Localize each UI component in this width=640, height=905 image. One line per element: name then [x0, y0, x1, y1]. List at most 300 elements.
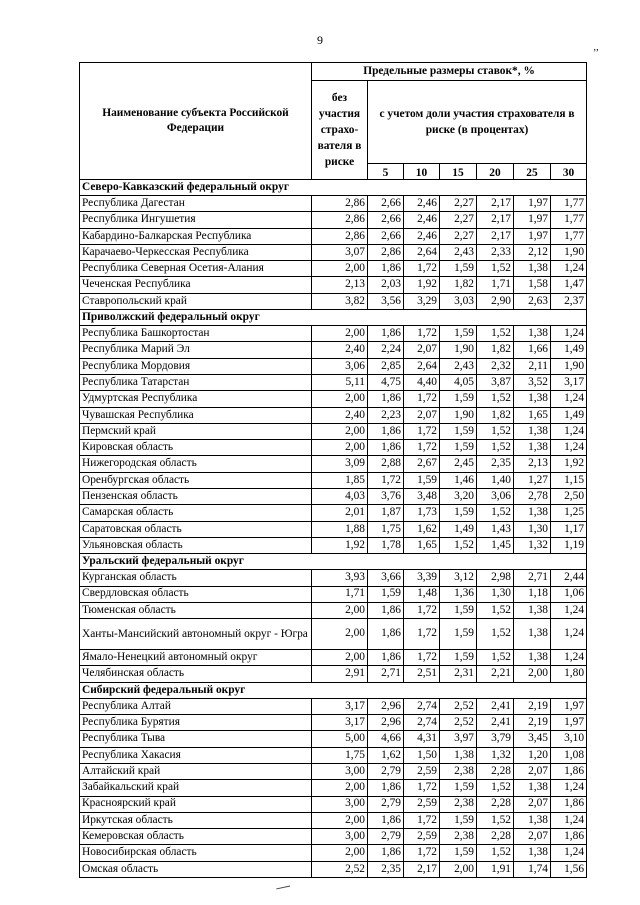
rate-share-cell: 1,38	[514, 845, 551, 861]
rate-share-cell: 1,72	[404, 602, 440, 618]
rate-share-cell: 2,45	[440, 456, 477, 472]
region-name: Самарская область	[80, 505, 312, 521]
rate-share-cell: 2,17	[404, 861, 440, 877]
table-row	[80, 277, 587, 293]
rate-share-cell: 2,44	[551, 570, 587, 586]
rate-share-cell: 1,72	[404, 423, 440, 439]
rate-share-cell: 1,59	[440, 845, 477, 861]
rate-share-cell: 1,24	[551, 440, 587, 456]
with-share-header: с учетом доли участия страхователя в риске (в процентах)	[368, 81, 587, 164]
table-row	[80, 570, 587, 586]
rate-share-cell: 1,86	[368, 602, 404, 618]
region-name: Забайкальский край	[80, 780, 312, 796]
rate-share-cell: 1,72	[404, 261, 440, 277]
rate-share-cell: 1,72	[404, 440, 440, 456]
rate-share-cell: 1,59	[440, 391, 477, 407]
rate-share-cell: 2,64	[404, 244, 440, 260]
region-name: Республика Хакасия	[80, 747, 312, 763]
rate-share-cell: 1,71	[477, 277, 514, 293]
rate-share-cell: 1,24	[551, 602, 587, 618]
rate-share-cell: 1,86	[368, 440, 404, 456]
rate-share-cell: 2,28	[477, 796, 514, 812]
rate-share-cell: 3,66	[368, 570, 404, 586]
rate-share-cell: 1,97	[514, 196, 551, 212]
table-row	[80, 196, 587, 212]
rate-share-cell: 1,49	[551, 407, 587, 423]
rate-share-cell: 1,56	[551, 861, 587, 877]
rate-share-cell: 1,86	[368, 619, 404, 650]
rate-share-cell: 4,31	[404, 731, 440, 747]
page-number: 9	[317, 33, 323, 47]
rate-no-share: 3,00	[312, 763, 368, 779]
rate-share-cell: 1,38	[514, 619, 551, 650]
rate-share-cell: 1,59	[440, 812, 477, 828]
rate-share-cell: 3,29	[404, 293, 440, 309]
rate-share-cell: 1,59	[440, 505, 477, 521]
rate-share-cell: 3,56	[368, 293, 404, 309]
rate-share-cell: 1,59	[440, 650, 477, 666]
rate-no-share: 2,00	[312, 845, 368, 861]
rate-share-cell: 1,97	[514, 212, 551, 228]
rate-no-share: 5,00	[312, 731, 368, 747]
rate-share-cell: 2,35	[368, 861, 404, 877]
region-name: Удмуртская Республика	[80, 391, 312, 407]
rate-share-cell: 2,46	[404, 228, 440, 244]
rate-share-cell: 3,03	[440, 293, 477, 309]
rate-share-cell: 2,66	[368, 212, 404, 228]
region-name: Ханты-Мансийский автономный округ - Югра	[80, 619, 312, 650]
rate-share-cell: 2,17	[477, 228, 514, 244]
table-row	[80, 602, 587, 618]
rate-share-cell: 1,24	[551, 261, 587, 277]
rate-share-cell: 1,52	[477, 780, 514, 796]
region-name: Красноярский край	[80, 796, 312, 812]
rate-share-cell: 1,24	[551, 650, 587, 666]
rate-share-cell: 1,59	[404, 472, 440, 488]
rate-share-cell: 1,78	[368, 537, 404, 553]
table-row	[80, 619, 587, 650]
rate-share-cell: 2,19	[514, 698, 551, 714]
rate-share-cell: 1,97	[551, 698, 587, 714]
rate-share-cell: 1,72	[404, 845, 440, 861]
rate-share-cell: 1,72	[404, 326, 440, 342]
table-row	[80, 407, 587, 423]
region-name: Чеченская Республика	[80, 277, 312, 293]
region-name: Республика Марий Эл	[80, 342, 312, 358]
rate-no-share: 3,00	[312, 796, 368, 812]
rate-share-cell: 1,38	[514, 326, 551, 342]
rate-no-share: 2,00	[312, 326, 368, 342]
table-row	[80, 537, 587, 553]
section-title: Уральский федеральный округ	[80, 554, 587, 570]
rate-no-share: 2,00	[312, 440, 368, 456]
rate-no-share: 2,00	[312, 602, 368, 618]
rate-share-cell: 2,17	[477, 196, 514, 212]
rate-share-cell: 2,79	[368, 763, 404, 779]
table-row	[80, 423, 587, 439]
rate-share-cell: 1,59	[440, 602, 477, 618]
rate-share-cell: 1,27	[514, 472, 551, 488]
region-name: Оренбургская область	[80, 472, 312, 488]
table-row	[80, 212, 587, 228]
rate-share-cell: 1,72	[404, 619, 440, 650]
rate-share-cell: 1,86	[368, 326, 404, 342]
rate-share-cell: 2,38	[440, 796, 477, 812]
rate-share-cell: 2,98	[477, 570, 514, 586]
rate-share-cell: 1,80	[551, 666, 587, 682]
rate-share-cell: 3,79	[477, 731, 514, 747]
rate-share-cell: 1,82	[477, 342, 514, 358]
share-10-header: 10	[404, 164, 440, 180]
table-row	[80, 780, 587, 796]
rate-share-cell: 1,77	[551, 212, 587, 228]
rate-share-cell: 2,59	[404, 829, 440, 845]
rate-share-cell: 1,38	[514, 423, 551, 439]
rate-share-cell: 1,24	[551, 423, 587, 439]
region-name: Чувашская Республика	[80, 407, 312, 423]
rate-share-cell: 2,51	[404, 666, 440, 682]
rate-share-cell: 1,73	[404, 505, 440, 521]
rate-share-cell: 3,45	[514, 731, 551, 747]
rate-share-cell: 2,52	[440, 715, 477, 731]
table-body	[80, 180, 587, 878]
rate-share-cell: 3,12	[440, 570, 477, 586]
rate-share-cell: 1,59	[368, 586, 404, 602]
rate-share-cell: 1,06	[551, 586, 587, 602]
rate-share-cell: 2,07	[404, 407, 440, 423]
rate-share-cell: 2,28	[477, 763, 514, 779]
rate-share-cell: 1,86	[551, 796, 587, 812]
section-row	[80, 180, 587, 196]
region-name: Республика Мордовия	[80, 358, 312, 374]
region-name: Республика Татарстан	[80, 374, 312, 390]
rate-share-cell: 1,58	[514, 277, 551, 293]
rate-share-cell: 1,24	[551, 780, 587, 796]
rate-share-cell: 2,19	[514, 715, 551, 731]
rate-share-cell: 2,41	[477, 698, 514, 714]
rate-share-cell: 2,03	[368, 277, 404, 293]
rate-share-cell: 2,31	[440, 666, 477, 682]
region-name: Республика Дагестан	[80, 196, 312, 212]
rate-share-cell: 1,18	[514, 586, 551, 602]
rate-no-share: 1,85	[312, 472, 368, 488]
rate-share-cell: 2,86	[368, 244, 404, 260]
rate-share-cell: 3,10	[551, 731, 587, 747]
rate-share-cell: 1,25	[551, 505, 587, 521]
rate-share-cell: 1,49	[440, 521, 477, 537]
rate-share-cell: 1,24	[551, 812, 587, 828]
rate-share-cell: 1,90	[551, 358, 587, 374]
rate-share-cell: 2,00	[440, 861, 477, 877]
rate-share-cell: 1,86	[368, 423, 404, 439]
region-name: Саратовская область	[80, 521, 312, 537]
table-row	[80, 796, 587, 812]
rate-share-cell: 4,40	[404, 374, 440, 390]
rate-share-cell: 1,32	[514, 537, 551, 553]
rate-share-cell: 1,38	[514, 780, 551, 796]
rate-share-cell: 1,97	[551, 715, 587, 731]
rate-share-cell: 2,43	[440, 358, 477, 374]
rate-share-cell: 4,05	[440, 374, 477, 390]
region-name: Нижегородская область	[80, 456, 312, 472]
region-name: Республика Северная Осетия-Алания	[80, 261, 312, 277]
rate-share-cell: 2,13	[514, 456, 551, 472]
rate-share-cell: 1,86	[368, 845, 404, 861]
rate-share-cell: 1,65	[404, 537, 440, 553]
rate-share-cell: 3,76	[368, 489, 404, 505]
rate-share-cell: 2,67	[404, 456, 440, 472]
rate-share-cell: 4,75	[368, 374, 404, 390]
rate-share-cell: 2,59	[404, 796, 440, 812]
rate-no-share: 3,93	[312, 570, 368, 586]
region-name: Карачаево-Черкесская Республика	[80, 244, 312, 260]
rate-no-share: 3,09	[312, 456, 368, 472]
rate-no-share: 3,00	[312, 829, 368, 845]
rate-share-cell: 2,41	[477, 715, 514, 731]
rate-share-cell: 2,07	[514, 763, 551, 779]
rate-share-cell: 1,49	[551, 342, 587, 358]
rate-share-cell: 1,46	[440, 472, 477, 488]
table-header	[80, 63, 587, 180]
region-name: Республика Ингушетия	[80, 212, 312, 228]
rate-no-share: 2,00	[312, 812, 368, 828]
rate-share-cell: 1,48	[404, 586, 440, 602]
table-row	[80, 715, 587, 731]
rate-share-cell: 1,86	[368, 780, 404, 796]
rate-share-cell: 2,12	[514, 244, 551, 260]
rate-share-cell: 1,38	[514, 440, 551, 456]
rate-share-cell: 2,24	[368, 342, 404, 358]
rate-share-cell: 2,78	[514, 489, 551, 505]
table-row	[80, 244, 587, 260]
rate-share-cell: 1,52	[477, 602, 514, 618]
rate-no-share: 2,00	[312, 423, 368, 439]
table-row	[80, 747, 587, 763]
rate-share-cell: 1,24	[551, 619, 587, 650]
share-30-header: 30	[551, 164, 587, 180]
rate-share-cell: 2,74	[404, 698, 440, 714]
rate-no-share: 3,17	[312, 698, 368, 714]
rate-share-cell: 2,21	[477, 666, 514, 682]
rate-share-cell: 1,86	[551, 829, 587, 845]
rate-no-share: 2,00	[312, 391, 368, 407]
table-row	[80, 812, 587, 828]
region-name: Республика Башкортостан	[80, 326, 312, 342]
table-row	[80, 845, 587, 861]
rate-share-cell: 3,20	[440, 489, 477, 505]
table-row	[80, 374, 587, 390]
rate-share-cell: 1,77	[551, 196, 587, 212]
rate-share-cell: 3,97	[440, 731, 477, 747]
rate-share-cell: 4,66	[368, 731, 404, 747]
region-name: Республика Алтай	[80, 698, 312, 714]
section-row	[80, 310, 587, 326]
rate-share-cell: 2,90	[477, 293, 514, 309]
rate-share-cell: 1,38	[514, 505, 551, 521]
rate-share-cell: 1,86	[368, 812, 404, 828]
table-row	[80, 489, 587, 505]
section-title: Сибирский федеральный округ	[80, 682, 587, 698]
rate-share-cell: 2,88	[368, 456, 404, 472]
table-row	[80, 650, 587, 666]
rate-share-cell: 2,52	[440, 698, 477, 714]
rate-share-cell: 2,35	[477, 456, 514, 472]
rate-share-cell: 1,47	[551, 277, 587, 293]
rate-share-cell: 2,85	[368, 358, 404, 374]
rate-share-cell: 2,79	[368, 796, 404, 812]
region-name: Ямало-Ненецкий автономный округ	[80, 650, 312, 666]
region-name: Кировская область	[80, 440, 312, 456]
rate-share-cell: 1,91	[477, 861, 514, 877]
rate-share-cell: 2,71	[368, 666, 404, 682]
rate-no-share: 2,40	[312, 342, 368, 358]
rate-share-cell: 1,52	[477, 505, 514, 521]
rate-share-cell: 2,07	[514, 829, 551, 845]
rate-share-cell: 1,45	[477, 537, 514, 553]
rate-share-cell: 1,66	[514, 342, 551, 358]
share-25-header: 25	[514, 164, 551, 180]
rate-share-cell: 1,52	[440, 537, 477, 553]
rate-share-cell: 3,17	[551, 374, 587, 390]
rate-no-share: 2,00	[312, 650, 368, 666]
table-row	[80, 698, 587, 714]
rate-share-cell: 2,66	[368, 196, 404, 212]
region-name: Пензенская область	[80, 489, 312, 505]
rate-share-cell: 2,43	[440, 244, 477, 260]
region-name: Ульяновская область	[80, 537, 312, 553]
rate-no-share: 2,40	[312, 407, 368, 423]
region-name: Новосибирская область	[80, 845, 312, 861]
rate-share-cell: 1,59	[440, 440, 477, 456]
rate-share-cell: 2,46	[404, 212, 440, 228]
rate-share-cell: 1,82	[477, 407, 514, 423]
rate-share-cell: 1,72	[368, 472, 404, 488]
rate-share-cell: 1,72	[404, 391, 440, 407]
region-name: Кабардино-Балкарская Республика	[80, 228, 312, 244]
rate-share-cell: 2,71	[514, 570, 551, 586]
rate-share-cell: 2,59	[404, 763, 440, 779]
table-row	[80, 358, 587, 374]
table-row	[80, 586, 587, 602]
table-row	[80, 228, 587, 244]
rate-share-cell: 1,87	[368, 505, 404, 521]
rate-share-cell: 1,86	[368, 261, 404, 277]
rate-no-share: 2,91	[312, 666, 368, 682]
rate-share-cell: 2,37	[551, 293, 587, 309]
rate-share-cell: 1,08	[551, 747, 587, 763]
rate-share-cell: 1,17	[551, 521, 587, 537]
share-15-header: 15	[440, 164, 477, 180]
bottom-mark	[276, 884, 290, 890]
rate-share-cell: 1,38	[514, 602, 551, 618]
region-name: Иркутская область	[80, 812, 312, 828]
rate-share-cell: 1,20	[514, 747, 551, 763]
rate-share-cell: 2,07	[514, 796, 551, 812]
rate-share-cell: 1,59	[440, 326, 477, 342]
rate-share-cell: 2,96	[368, 715, 404, 731]
rate-share-cell: 1,24	[551, 326, 587, 342]
rate-share-cell: 3,48	[404, 489, 440, 505]
rate-share-cell: 1,72	[404, 812, 440, 828]
rate-share-cell: 1,86	[368, 650, 404, 666]
region-name: Омская область	[80, 861, 312, 877]
rate-share-cell: 1,38	[514, 391, 551, 407]
rate-share-cell: 1,52	[477, 619, 514, 650]
table-row	[80, 440, 587, 456]
rate-share-cell: 1,75	[368, 521, 404, 537]
share-5-header: 5	[368, 164, 404, 180]
rate-share-cell: 1,86	[368, 391, 404, 407]
table-row	[80, 326, 587, 342]
region-name: Республика Бурятия	[80, 715, 312, 731]
rate-share-cell: 1,92	[404, 277, 440, 293]
section-row	[80, 554, 587, 570]
rate-no-share: 3,17	[312, 715, 368, 731]
section-title: Северо-Кавказский федеральный округ	[80, 180, 587, 196]
section-row	[80, 682, 587, 698]
name-column-header: Наименование субъекта Российской Федерации	[80, 63, 312, 180]
rate-no-share: 2,01	[312, 505, 368, 521]
rate-no-share: 3,07	[312, 244, 368, 260]
rate-share-cell: 1,74	[514, 861, 551, 877]
rate-share-cell: 1,97	[514, 228, 551, 244]
rate-share-cell: 1,30	[477, 586, 514, 602]
rate-share-cell: 1,52	[477, 391, 514, 407]
rate-no-share: 2,00	[312, 261, 368, 277]
rates-table	[79, 62, 587, 878]
rate-share-cell: 2,63	[514, 293, 551, 309]
table-row	[80, 472, 587, 488]
rate-no-share: 2,52	[312, 861, 368, 877]
rate-share-cell: 2,07	[404, 342, 440, 358]
rate-share-cell: 1,52	[477, 440, 514, 456]
region-name: Челябинская область	[80, 666, 312, 682]
rate-no-share: 4,03	[312, 489, 368, 505]
limits-header: Предельные размеры ставок*, %	[312, 63, 587, 81]
table-row	[80, 521, 587, 537]
rate-share-cell: 1,24	[551, 845, 587, 861]
rate-share-cell: 2,74	[404, 715, 440, 731]
rate-share-cell: 1,52	[477, 261, 514, 277]
rate-share-cell: 1,77	[551, 228, 587, 244]
region-name: Пермский край	[80, 423, 312, 439]
rate-share-cell: 1,59	[440, 619, 477, 650]
rate-share-cell: 1,86	[551, 763, 587, 779]
region-name: Кемеровская область	[80, 829, 312, 845]
rate-share-cell: 3,52	[514, 374, 551, 390]
region-name: Ставропольский край	[80, 293, 312, 309]
rate-share-cell: 1,32	[477, 747, 514, 763]
rate-share-cell: 2,11	[514, 358, 551, 374]
rate-share-cell: 2,66	[368, 228, 404, 244]
section-title: Приволжский федеральный округ	[80, 310, 587, 326]
rate-share-cell: 2,38	[440, 763, 477, 779]
rate-no-share: 3,82	[312, 293, 368, 309]
rate-share-cell: 1,36	[440, 586, 477, 602]
rate-share-cell: 1,52	[477, 812, 514, 828]
rate-share-cell: 1,38	[514, 650, 551, 666]
no-share-header: без участия страхо-вателя в риске	[312, 81, 368, 180]
rate-share-cell: 1,82	[440, 277, 477, 293]
region-name: Свердловская область	[80, 586, 312, 602]
rate-no-share: 1,71	[312, 586, 368, 602]
table-row	[80, 391, 587, 407]
rate-share-cell: 2,64	[404, 358, 440, 374]
rate-share-cell: 2,27	[440, 196, 477, 212]
table-row	[80, 456, 587, 472]
rate-share-cell: 1,38	[514, 261, 551, 277]
rate-share-cell: 1,90	[440, 407, 477, 423]
